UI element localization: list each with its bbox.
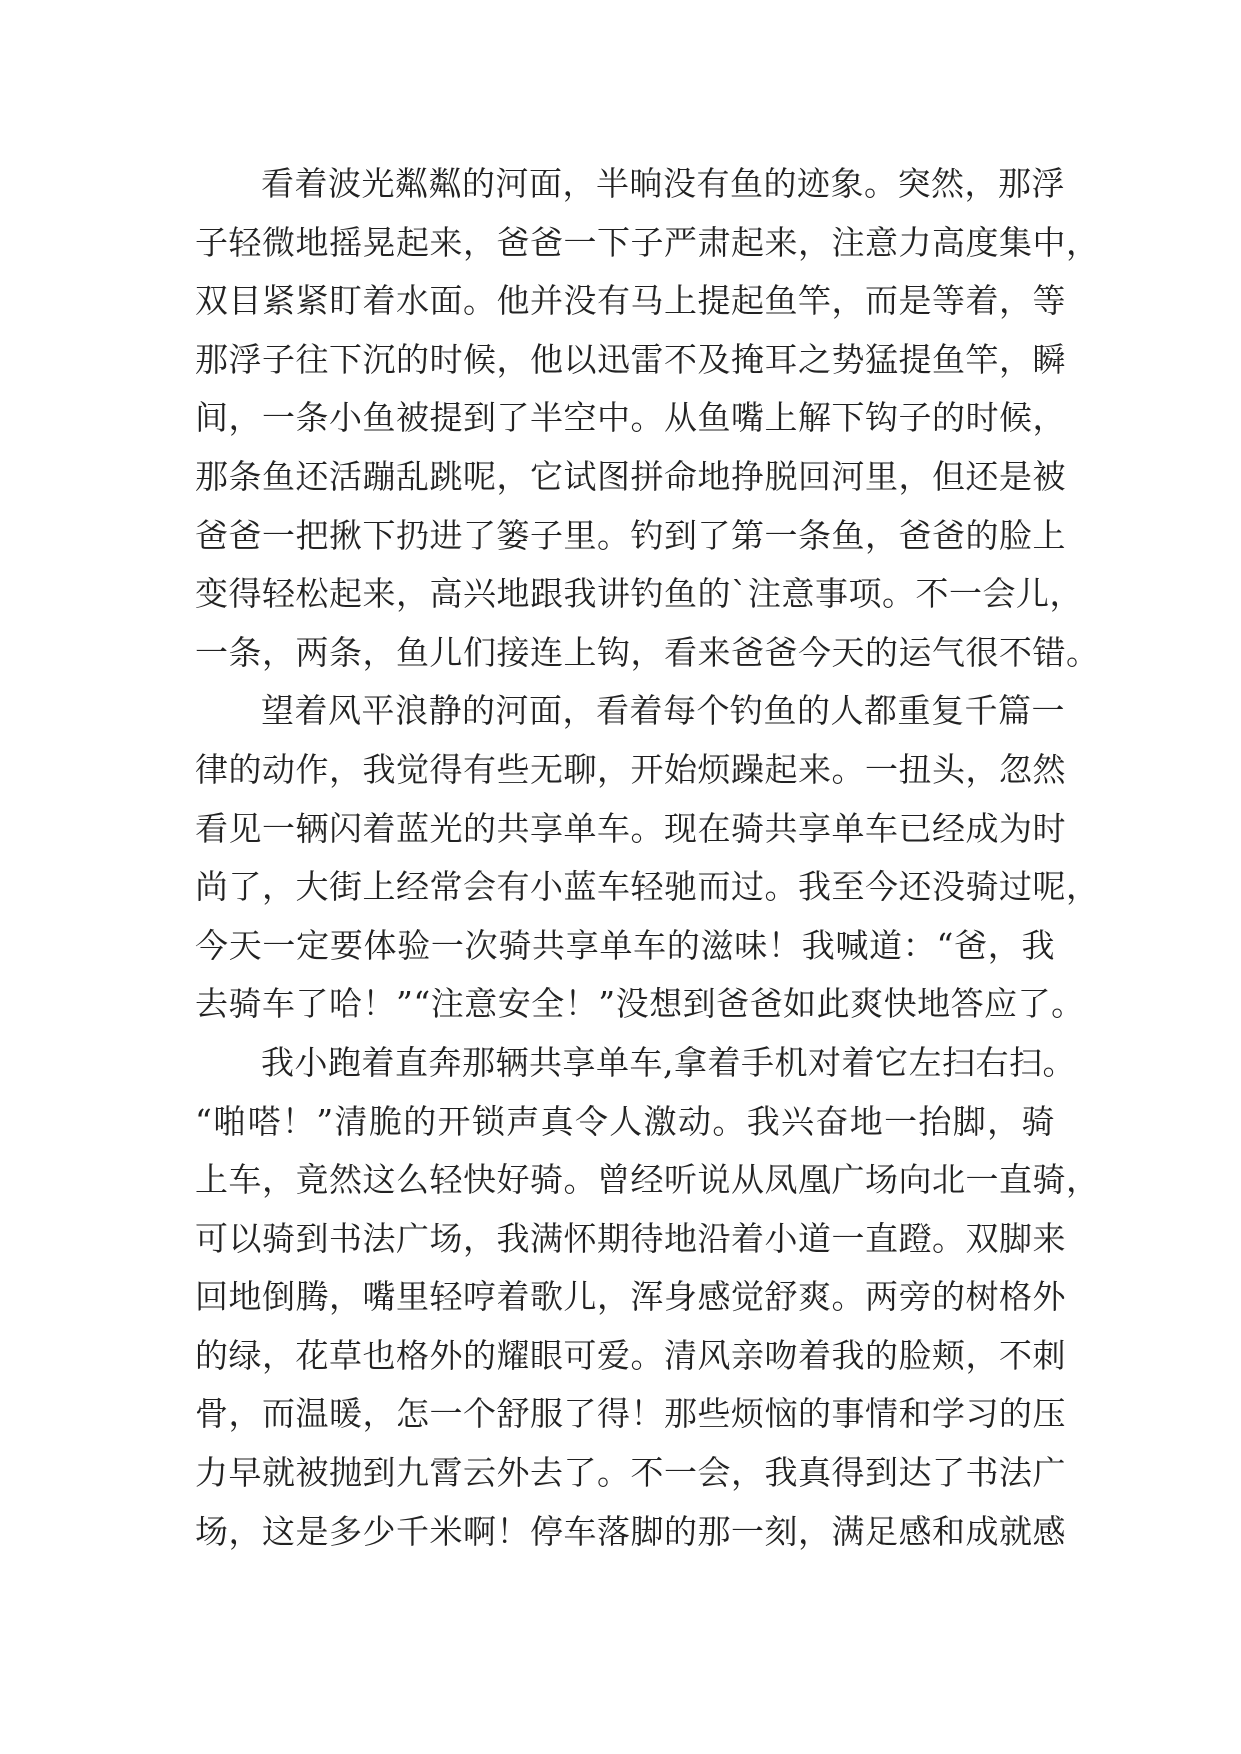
text-line: 今天一定要体验一次骑共享单车的滋味！我喊道：“爸，我: [195, 925, 1055, 965]
text-line: 上车，竟然这么轻快好骑。曾经听说从凤凰广场向北一直骑，: [195, 1160, 1100, 1200]
text-line: 那条鱼还活蹦乱跳呢，它试图拼命地挣脱回河里，但还是被: [195, 456, 1066, 496]
text-line: 子轻微地摇晃起来，爸爸一下子严肃起来，注意力高度集中，: [195, 222, 1100, 262]
text-line: 爸爸一把揪下扔进了篓子里。钓到了第一条鱼，爸爸的脸上: [195, 515, 1066, 555]
text-line: 变得轻松起来，高兴地跟我讲钓鱼的`注意事项。不一会儿，: [195, 574, 1083, 614]
text-line: 那浮子往下沉的时候，他以迅雷不及掩耳之势猛提鱼竿，瞬: [195, 339, 1066, 379]
text-line: 双目紧紧盯着水面。他并没有马上提起鱼竿，而是等着，等: [195, 281, 1066, 321]
text-line: 力早就被抛到九霄云外去了。不一会，我真得到达了书法广: [195, 1453, 1066, 1493]
text-line: 尚了，大街上经常会有小蓝车轻驰而过。我至今还没骑过呢，: [195, 867, 1100, 907]
text-line: 骨，而温暖，怎一个舒服了得！那些烦恼的事情和学习的压: [195, 1394, 1066, 1434]
paragraph-2: [195, 682, 1100, 1034]
document-body: [195, 155, 1100, 1561]
paragraph-3: [195, 1034, 1100, 1561]
text-line: 我小跑着直奔那辆共享单车,拿着手机对着它左扫右扫。: [261, 1042, 1076, 1082]
text-line: 场，这是多少千米啊！停车落脚的那一刻，满足感和成就感: [195, 1511, 1066, 1551]
paragraph-1: [195, 155, 1100, 682]
text-line: 看着波光粼粼的河面，半晌没有鱼的迹象。突然，那浮: [261, 164, 1065, 203]
text-line: 间，一条小鱼被提到了半空中。从鱼嘴上解下钩子的时候，: [195, 398, 1066, 438]
text-line: 去骑车了哈！”“注意安全！”没想到爸爸如此爽快地答应了。: [195, 984, 1085, 1024]
text-line: 可以骑到书法广场，我满怀期待地沿着小道一直蹬。双脚来: [195, 1218, 1066, 1258]
text-line: 望着风平浪静的河面，看着每个钓鱼的人都重复千篇一: [261, 691, 1065, 731]
text-line: 看见一辆闪着蓝光的共享单车。现在骑共享单车已经成为时: [195, 808, 1066, 848]
text-line: 回地倒腾，嘴里轻哼着歌儿，浑身感觉舒爽。两旁的树格外: [195, 1277, 1066, 1317]
text-line: 一条，两条，鱼儿们接连上钩，看来爸爸今天的运气很不错。: [195, 632, 1100, 672]
text-line: “啪嗒！”清脆的开锁声真令人激动。我兴奋地一抬脚，骑: [195, 1101, 1055, 1141]
text-line: 的绿，花草也格外的耀眼可爱。清风亲吻着我的脸颊，不刺: [195, 1335, 1066, 1375]
text-line: 律的动作，我觉得有些无聊，开始烦躁起来。一扭头，忽然: [195, 749, 1066, 789]
